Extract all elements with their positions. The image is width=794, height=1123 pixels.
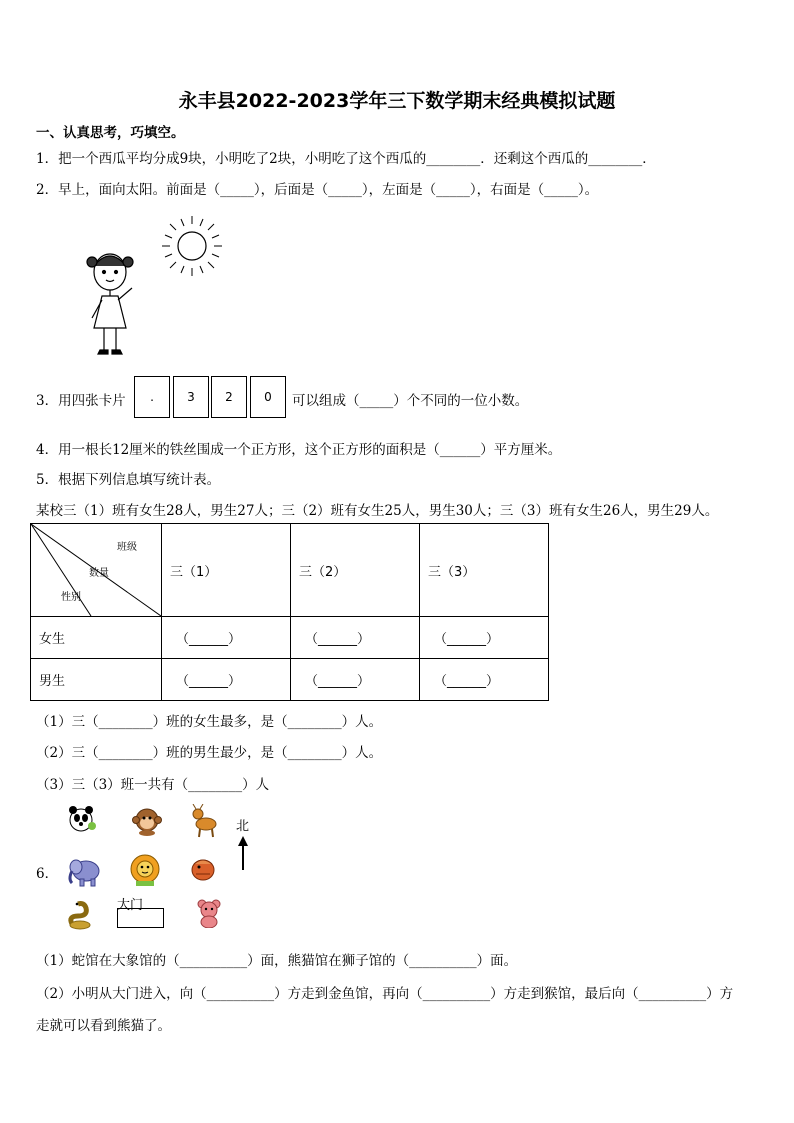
row-label: 女生: [31, 617, 162, 659]
question-6-sub-1: （1）蛇馆在大象馆的（__________）面，熊猫馆在狮子馆的（__________）面。: [36, 953, 518, 969]
digit-card: 3: [173, 376, 209, 418]
digit-card: 2: [211, 376, 247, 418]
answer-blank[interactable]: （______）: [162, 659, 291, 701]
answer-blank[interactable]: （______）: [291, 659, 420, 701]
corner-label-gender: 性别: [61, 592, 81, 603]
column-header: 三（3）: [420, 524, 549, 617]
question-3-suffix: 可以组成（_____）个不同的一位小数。: [292, 393, 529, 409]
lion-icon: [128, 853, 162, 887]
digit-card: .: [134, 376, 170, 418]
column-header: 三（1）: [162, 524, 291, 617]
panda-icon: [66, 802, 96, 834]
question-5-info: 某校三（1）班有女生28人，男生27人；三（2）班有女生25人，男生30人；三（3）班有女生26人，男生29人。: [36, 503, 719, 519]
digit-card: 0: [250, 376, 286, 418]
corner-label-class: 班级: [117, 542, 137, 553]
gate-box: [117, 908, 164, 928]
table-row: [31, 617, 549, 659]
section-heading: 一、认真思考，巧填空。: [36, 125, 185, 141]
question-1: 1．把一个西瓜平均分成9块，小明吃了2块，小明吃了这个西瓜的________．还剩这个西瓜的________．: [36, 151, 656, 167]
question-5: 5．根据下列信息填写统计表。: [36, 472, 221, 488]
gate-label: 大门: [117, 898, 144, 913]
question-6-number: 6．: [36, 866, 59, 882]
answer-blank[interactable]: （______）: [162, 617, 291, 659]
north-arrow-icon: [237, 836, 249, 870]
question-5-sub-3: （3）三（3）班一共有（________）人: [36, 777, 270, 793]
snake-icon: [66, 898, 94, 930]
question-5-sub-1: （1）三（________）班的女生最多，是（________）人。: [36, 714, 383, 730]
bear-icon: [196, 898, 222, 928]
column-header: 三（2）: [291, 524, 420, 617]
deer-icon: [190, 804, 220, 838]
answer-blank[interactable]: （______）: [420, 659, 549, 701]
question-5-sub-2: （2）三（________）班的男生最少，是（________）人。: [36, 745, 383, 761]
elephant-icon: [66, 853, 102, 887]
answer-blank[interactable]: （______）: [420, 617, 549, 659]
page-title: 永丰县2022-2023学年三下数学期末经典模拟试题: [178, 90, 616, 112]
answer-blank[interactable]: （______）: [291, 617, 420, 659]
goldfish-icon: [188, 854, 218, 884]
question-3-prefix: 3．用四张卡片: [36, 393, 126, 409]
girl-facing-sun-illustration: [40, 210, 240, 370]
question-2: 2．早上，面向太阳。前面是（_____），后面是（_____），左面是（_____），右面是（_____）。: [36, 182, 599, 198]
table-row: [31, 659, 549, 701]
corner-label-quantity: 数量: [89, 568, 109, 579]
north-label: 北: [236, 819, 250, 834]
question-6-sub-2-line-1: （2）小明从大门进入，向（__________）方走到金鱼馆，再向（__________）方走到猴馆，最后向（__________）方: [36, 986, 734, 1002]
row-label: 男生: [31, 659, 162, 701]
table-corner-header: [31, 524, 162, 617]
monkey-icon: [132, 806, 162, 836]
question-4: 4．用一根长12厘米的铁丝围成一个正方形，这个正方形的面积是（______）平方厘米。: [36, 442, 562, 458]
question-6-sub-2-line-2: 走就可以看到熊猫了。: [36, 1018, 171, 1034]
statistics-table: [30, 523, 549, 701]
